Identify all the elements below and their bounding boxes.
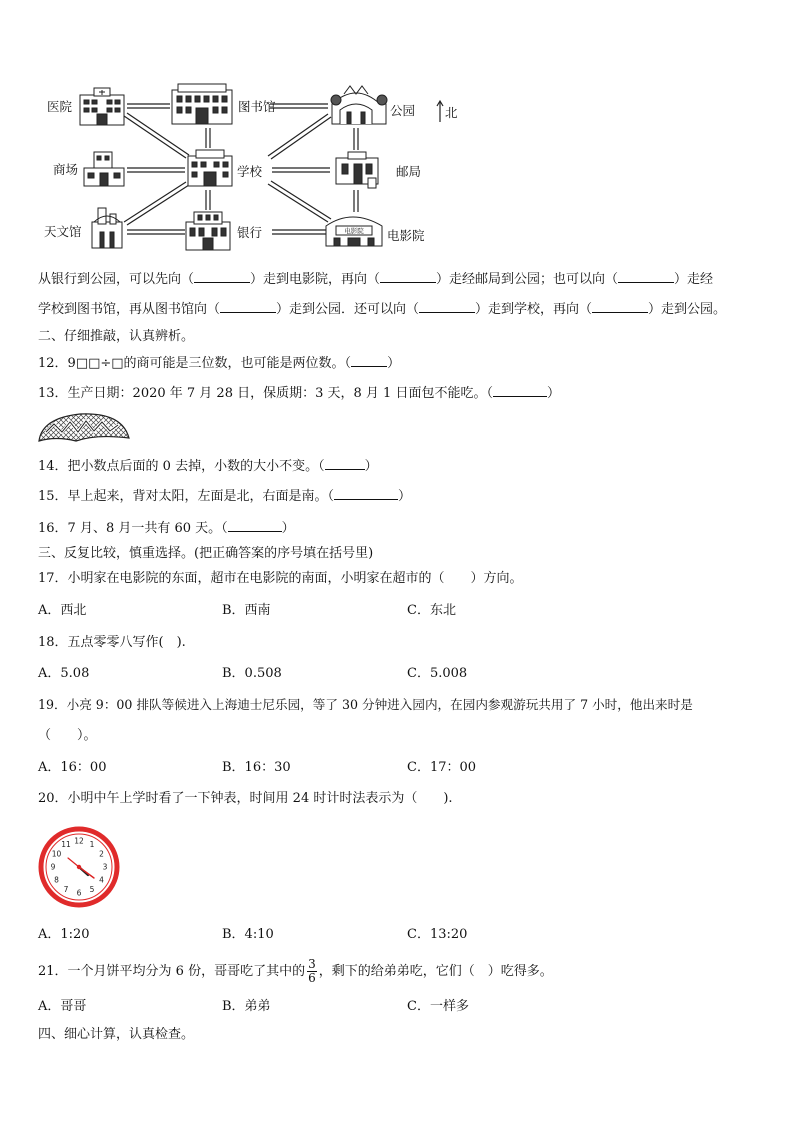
label-cinema: 电影院 (387, 228, 425, 243)
q13: 13．生产日期：2020 年 7 月 28 日，保质期：3 天，8 月 1 日面包不能吃。（ ） (38, 386, 560, 401)
label-mall: 商场 (53, 162, 79, 177)
q18-option-b[interactable]: B．0.508 (222, 666, 282, 681)
label-bank: 银行 (237, 225, 263, 240)
q14: 14．把小数点后面的 0 去掉，小数的大小不变。（ ） (38, 459, 378, 474)
q21-fraction: $\frac{3}{6}$ (308, 957, 316, 985)
planetarium-building-icon (92, 208, 122, 248)
clock-numeral-9: 9 (50, 862, 56, 872)
hospital-building-icon (80, 88, 124, 125)
label-library: 图书馆 (238, 99, 276, 114)
q21-option-c[interactable]: C．一样多 (407, 999, 469, 1014)
q11-line-1: 从银行到公园，可以先向（ ）走到电影院，再向（ ）走经邮局到公园；也可以向（ ）走经 (38, 272, 714, 287)
q18-option-c[interactable]: C．5.008 (407, 666, 468, 681)
school-building-icon (188, 150, 232, 186)
bread-image (36, 410, 132, 444)
label-planetarium: 天文馆 (44, 224, 82, 239)
label-post-office: 邮局 (396, 164, 422, 179)
q18-text: 18．五点零零八写作( ). (38, 635, 186, 650)
q12: 12．9□□÷□的商可能是三位数，也可能是两位数。（ ） (38, 356, 401, 371)
bank-building-icon (186, 212, 230, 250)
clock-numeral-3: 3 (102, 862, 108, 872)
q11-blank-2[interactable] (380, 270, 436, 283)
clock-numeral-1: 1 (89, 840, 95, 850)
clock-numeral-2: 2 (99, 849, 104, 859)
park-gate-icon (331, 86, 387, 124)
q20-option-b[interactable]: B．4:10 (222, 927, 274, 942)
label-hospital: 医院 (47, 99, 73, 114)
q17-option-b[interactable]: B．西南 (222, 603, 271, 618)
post-office-building-icon (336, 152, 378, 188)
label-park: 公园 (390, 103, 416, 118)
q20-option-a[interactable]: A．1:20 (38, 927, 90, 942)
q11-blank-3[interactable] (618, 270, 674, 283)
label-north: 北 (445, 105, 458, 120)
q14-answer-blank[interactable] (325, 457, 365, 470)
q13-answer-blank[interactable] (493, 384, 547, 397)
q20-option-c[interactable]: C．13:20 (407, 927, 468, 942)
section-4-heading: 四、细心计算，认真检查。 (38, 1027, 195, 1042)
section-2-heading: 二、仔细推敲，认真辨析。 (38, 329, 195, 344)
label-school: 学校 (237, 164, 263, 179)
q17-text: 17．小明家在电影院的东面，超市在电影院的南面，小明家在超市的（ ）方向。 (38, 571, 523, 586)
q11-line-2: 学校到图书馆，再从图书馆向（ ）走到公园．还可以向（ ）走到学校，再向（ ）走到公园。 (38, 302, 727, 317)
mall-building-icon (84, 152, 124, 186)
q11-blank-5[interactable] (419, 300, 475, 313)
q11-blank-6[interactable] (592, 300, 648, 313)
clock-numeral-4: 4 (99, 875, 104, 885)
q21-option-b[interactable]: B．弟弟 (222, 999, 271, 1014)
clock-numeral-6: 6 (76, 888, 82, 898)
q19-option-a[interactable]: A．16：00 (38, 760, 107, 775)
q21-text: 21．一个月饼平均分为 6 份，哥哥吃了其中的 $\frac{3}{6}$ ，剩下的给弟弟吃，它们（ ）吃得多。 (38, 957, 553, 985)
q19-text-2: （ ）。 (38, 728, 97, 743)
q18-option-a[interactable]: A．5.08 (38, 666, 90, 681)
map-figure (0, 0, 794, 255)
clock-image (38, 826, 120, 908)
q19-option-b[interactable]: B．16：30 (222, 760, 291, 775)
clock-numeral-8: 8 (54, 875, 59, 885)
q11-blank-1[interactable] (194, 270, 250, 283)
q16: 16．7 月、8 月一共有 60 天。（ ） (38, 521, 295, 536)
clock-numeral-12: 12 (74, 836, 84, 846)
q17-option-c[interactable]: C．东北 (407, 603, 456, 618)
q11-blank-4[interactable] (220, 300, 276, 313)
q19-option-c[interactable]: C．17：00 (407, 760, 477, 775)
clock-numeral-5: 5 (89, 885, 95, 895)
q15: 15．早上起来，背对太阳，左面是北，右面是南。（ ） (38, 489, 412, 504)
north-arrow-icon (437, 101, 443, 122)
section-3-heading: 三、反复比较，慎重选择。(把正确答案的序号填在括号里) (38, 546, 374, 561)
q17-option-a[interactable]: A．西北 (38, 603, 87, 618)
clock-numeral-7: 7 (63, 885, 69, 895)
q20-text: 20．小明中午上学时看了一下钟表，时间用 24 时计时法表示为（ ). (38, 791, 453, 806)
q16-answer-blank[interactable] (228, 519, 282, 532)
library-building-icon (172, 84, 232, 124)
clock-numeral-10: 10 (51, 849, 62, 859)
q15-answer-blank[interactable] (334, 487, 398, 500)
q21-option-a[interactable]: A．哥哥 (38, 999, 87, 1014)
q12-answer-blank[interactable] (351, 354, 387, 367)
clock-numeral-11: 11 (61, 840, 71, 850)
cinema-sign: 电影院 (344, 227, 364, 235)
q19-text: 19．小亮 9：00 排队等候进入上海迪士尼乐园，等了 30 分钟进入园内，在园内参观游玩共用了 7 小时，他出来时是 (38, 697, 693, 712)
